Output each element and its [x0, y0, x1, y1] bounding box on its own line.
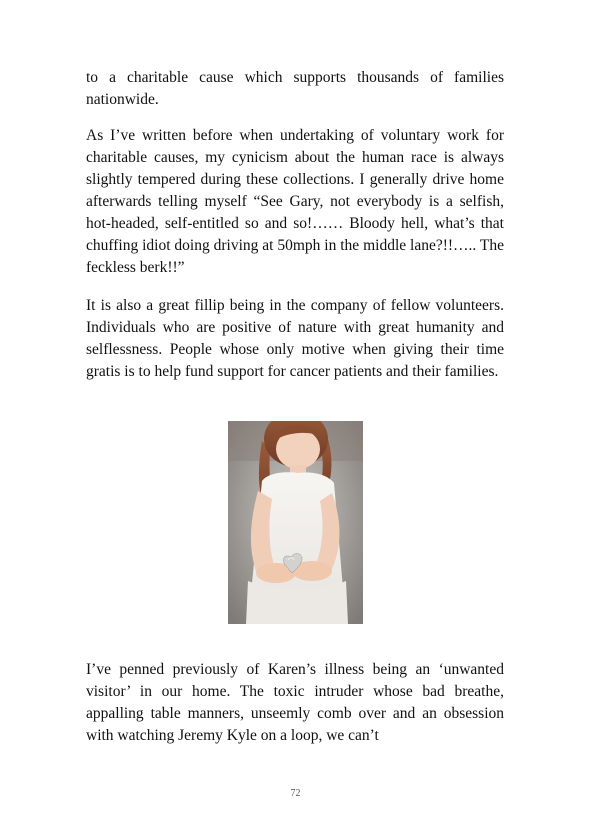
girl-holding-heart-stone-photo [228, 421, 363, 624]
paragraph-4: I’ve penned previously of Karen’s illness being an ‘unwanted visitor’ in our home. The toxic intruder whose bad breathe, appalling table manners, unseemly comb over and an obsession with watching Jeremy Kyle on a loop, we can’t [86, 661, 504, 744]
paragraph-3: It is also a great fillip being in the company of fellow volunteers. Individuals who are positive of nature with great humanity and selflessness. People whose only motive when giving their time gratis is to help fund support for cancer patients and their families. [86, 297, 504, 380]
photo-illustration [228, 421, 363, 624]
paragraph-1: to a charitable cause which supports thousands of families nationwide. [86, 69, 504, 108]
page-number: 72 [290, 788, 301, 799]
paragraph-2: As I’ve written before when undertaking of voluntary work for charitable causes, my cynicism about the human race is always slightly tempered during these collections. I generally drive home afterwards telling myself “See Gary, not everybody is a selfish, hot-headed, self-entitled so and so!…… Bloody hell, what’s that chuffing idiot doing driving at 50mph in the middle lane?!!….. The feckless berk!!” [86, 127, 504, 276]
